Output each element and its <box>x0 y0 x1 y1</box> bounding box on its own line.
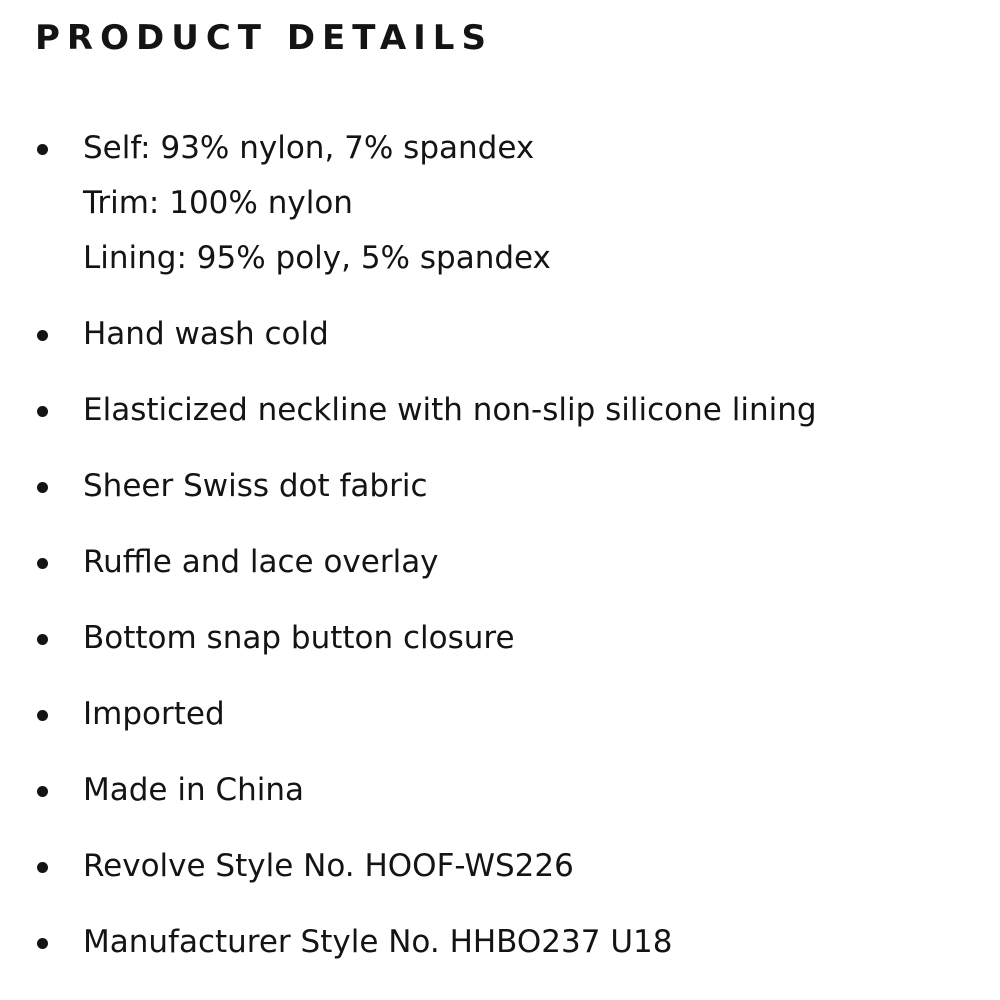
list-item <box>0 687 980 742</box>
page-title: PRODUCT DETAILS <box>35 18 493 58</box>
list-item <box>0 307 980 362</box>
detail-line-text: Manufacturer Style No. HHBO237 U18 <box>83 923 673 960</box>
detail-line-text: Trim: 100% nylon <box>83 184 353 221</box>
list-item <box>0 535 980 590</box>
list-item <box>0 459 980 514</box>
list-item <box>0 915 980 970</box>
detail-line-text: Imported <box>83 695 225 732</box>
detail-line-text: Lining: 95% poly, 5% spandex <box>83 239 551 276</box>
list-item <box>0 121 980 286</box>
list-item <box>0 383 980 438</box>
detail-line-text: Sheer Swiss dot fabric <box>83 467 428 504</box>
detail-line-text: Revolve Style No. HOOF-WS226 <box>83 847 574 884</box>
detail-line-text: Elasticized neckline with non-slip silicone lining <box>83 391 817 428</box>
detail-line-text: Made in China <box>83 771 305 808</box>
product-details-list <box>0 121 980 970</box>
detail-line-text: Bottom snap button closure <box>83 619 515 656</box>
detail-line-text: Self: 93% nylon, 7% spandex <box>83 129 535 166</box>
list-item <box>0 839 980 894</box>
list-item <box>0 763 980 818</box>
list-item <box>0 611 980 666</box>
detail-line-text: Ruffle and lace overlay <box>83 543 439 580</box>
detail-line-text: Hand wash cold <box>83 315 329 352</box>
